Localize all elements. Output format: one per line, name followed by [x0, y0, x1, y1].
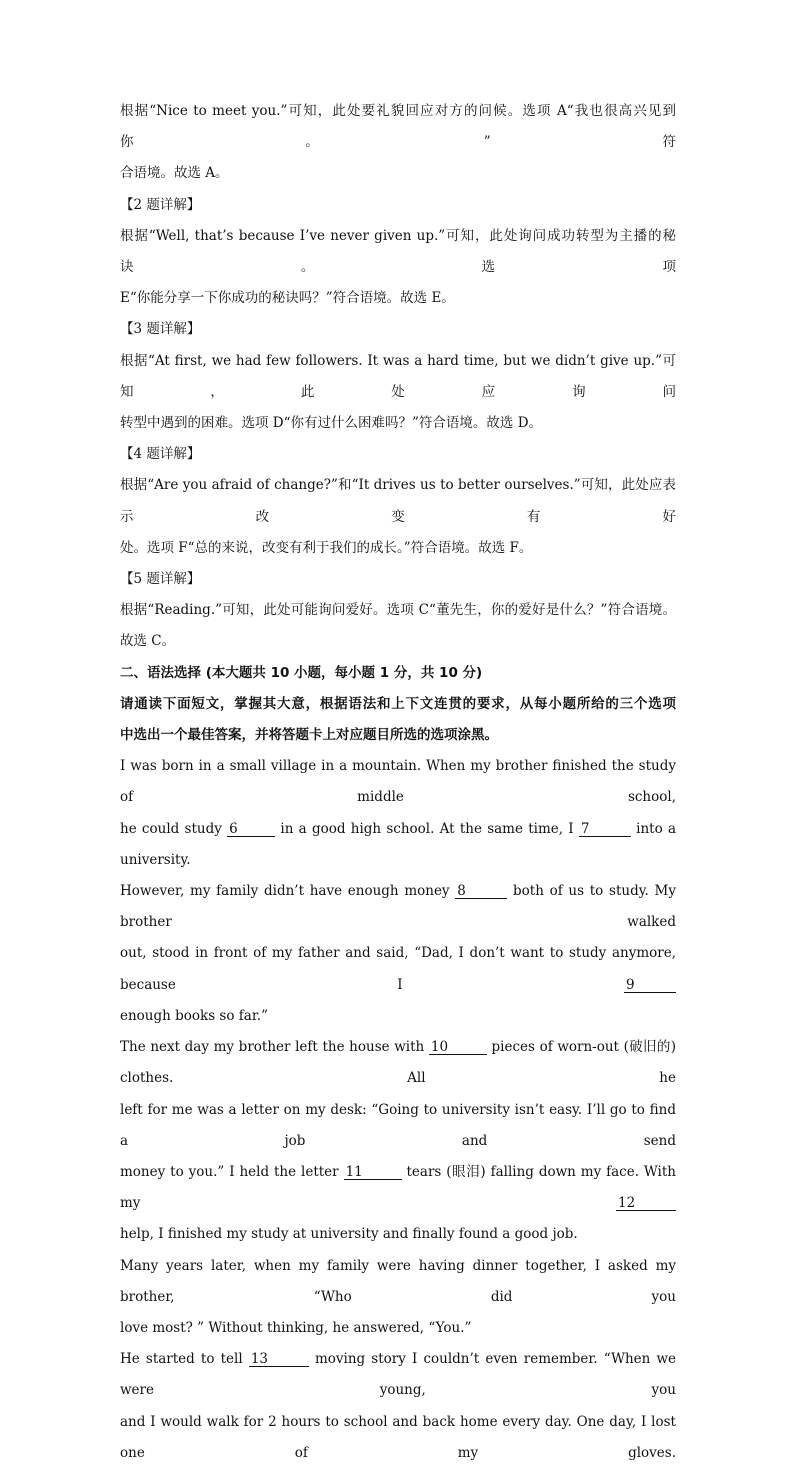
passage-text: both of us to study. My brother walked [120, 883, 676, 931]
passage-text: into a university. [120, 820, 677, 868]
passage-text: in a good high school. At the same time, I [280, 820, 574, 837]
passage-text: He started to tell [120, 1351, 243, 1368]
section-2-title: 二、语法选择 (本大题共 10 小题，每小题 1 分，共 10 分) [120, 664, 483, 681]
passage-line-12 [120, 1344, 676, 1406]
passage-line-8 [120, 1157, 676, 1219]
section-2-instruction-line-1: 请通读下面短文，掌握其大意，根据语法和上下文连贯的要求，从每小题所给的三个选项 [120, 695, 676, 712]
q3-heading: 【3 题详解】 [120, 321, 201, 338]
blank-13: 13 [249, 1352, 309, 1367]
q1-explanation-line-2: 合语境。故选 A。 [120, 165, 229, 182]
passage-line-3 [120, 876, 676, 938]
blank-12: 12 [616, 1196, 676, 1211]
q4-heading: 【4 题详解】 [120, 446, 201, 463]
passage-line-9: help, I finished my study at university and finally found a good job. [120, 1226, 578, 1243]
passage-line-2 [120, 814, 676, 876]
q5-explanation-line-2: 故选 C。 [120, 633, 176, 650]
blank-10: 10 [429, 1040, 487, 1055]
section-2-instruction-line-2: 中选出一个最佳答案，并将答题卡上对应题目所选的选项涂黑。 [120, 727, 498, 744]
blank-7: 7 [579, 822, 631, 837]
passage-line-7: left for me was a letter on my desk: “Going to university isn’t easy. I’ll go to find a job and send [120, 1101, 676, 1149]
passage-line-11: love most? ” Without thinking, he answered, “You.” [120, 1319, 472, 1336]
passage-line-13: and I would walk for 2 hours to school and back home every day. One day, I lost one of my gloves. [120, 1413, 676, 1461]
passage-line-1: I was born in a small village in a mountain. When my brother finished the study of middle school, [120, 758, 676, 806]
passage-text: money to you.” I held the letter [120, 1163, 339, 1180]
q5-heading: 【5 题详解】 [120, 571, 201, 588]
q2-heading: 【2 题详解】 [120, 196, 201, 213]
passage-text: pieces of worn-out (破旧的) clothes. All he [120, 1039, 676, 1087]
blank-8: 8 [455, 884, 507, 899]
q4-explanation-line-1: 根据“Are you afraid of change?”和“It drives us to better ourselves.”可知，此处应表示改变有好 [120, 477, 676, 525]
q1-explanation-line-1: 根据“Nice to meet you.”可知，此处要礼貌回应对方的问候。选项 A“我也很高兴见到你。”符 [120, 103, 676, 151]
passage-text: However, my family didn’t have enough money [120, 883, 450, 900]
q5-explanation-line-1: 根据“Reading.”可知，此处可能询问爱好。选项 C“董先生，你的爱好是什么？”符合语境。 [120, 602, 676, 619]
document-page [120, 96, 676, 1469]
passage-line-4 [120, 938, 676, 1000]
passage-line-10: Many years later, when my family were having dinner together, I asked my brother, “Who did you [120, 1257, 676, 1305]
passage-line-5: enough books so far.” [120, 1007, 268, 1024]
q2-explanation-line-2: E“你能分享一下你成功的秘诀吗？”符合语境。故选 E。 [120, 290, 455, 307]
q3-explanation-line-2: 转型中遇到的困难。选项 D“你有过什么困难吗？”符合语境。故选 D。 [120, 415, 543, 432]
passage-text: moving story I couldn’t even remember. “When we were young, you [120, 1351, 677, 1399]
passage-text: The next day my brother left the house with [120, 1039, 425, 1056]
passage-text: tears (眼泪) falling down my face. With my [120, 1163, 676, 1212]
q2-explanation-line-1: 根据“Well, that’s because I’ve never given up.”可知，此处询问成功转型为主播的秘诀。选项 [120, 227, 676, 276]
passage-text: out, stood in front of my father and said, “Dad, I don’t want to study anymore, because I [120, 945, 676, 993]
blank-11: 11 [344, 1165, 402, 1180]
blank-6: 6 [227, 822, 275, 837]
blank-9: 9 [624, 978, 676, 993]
passage-line-6 [120, 1032, 676, 1094]
q4-explanation-line-2: 处。选项 F“总的来说，改变有利于我们的成长。”符合语境。故选 F。 [120, 539, 533, 556]
passage-text: he could study [120, 820, 222, 837]
q3-explanation-line-1: 根据“At first, we had few followers. It was a hard time, but we didn’t give up.”可知，此处应询问 [120, 352, 676, 400]
